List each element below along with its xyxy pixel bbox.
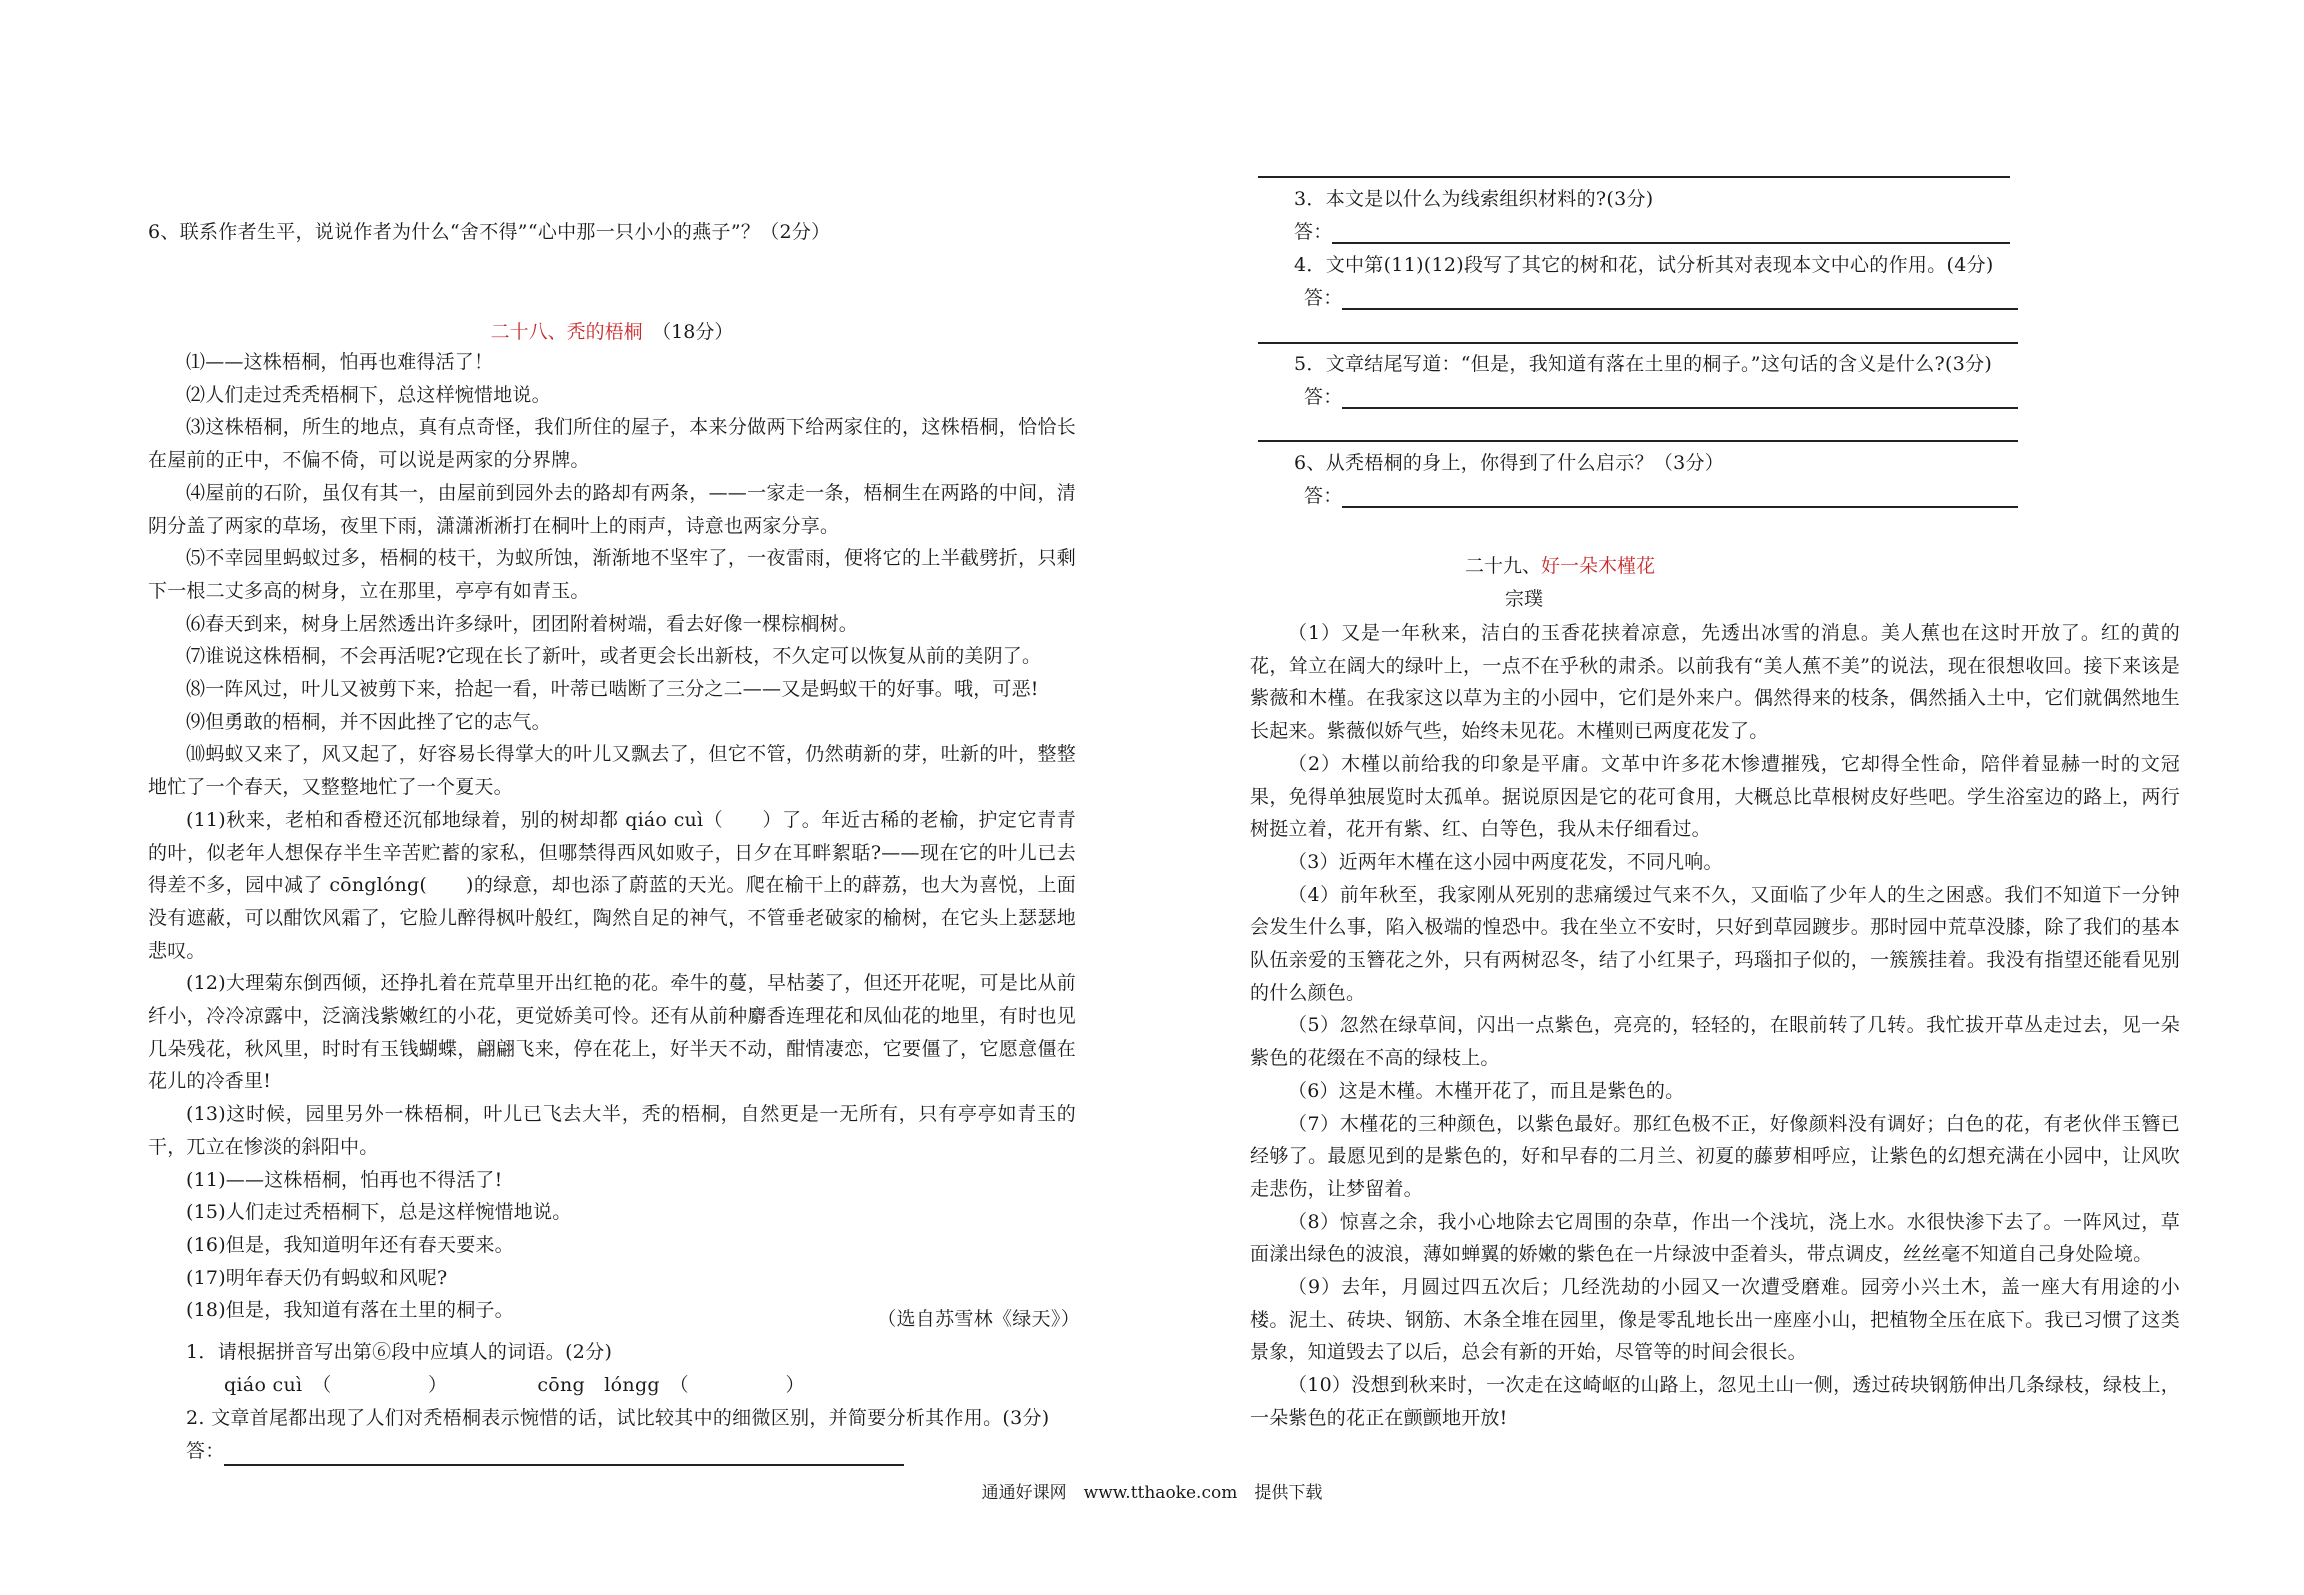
page-footer: 通通好课网 www.tthaoke.com 提供下载: [981, 1483, 1323, 1503]
paragraph: (18)但是，我知道有落在土里的桐子。: [186, 1299, 514, 1322]
question-1-blank-b[interactable]: cōng lóngg （ ）: [537, 1374, 805, 1396]
question-5: 5．文章结尾写道：“但是，我知道有落在土里的桐子。”这句话的含义是什么?(3分): [1294, 353, 1993, 375]
question-5-answer-line[interactable]: [1342, 407, 2018, 409]
paragraph: (13)这时候，园里另外一株梧桐，叶儿已飞去大半，秃的梧桐，自然更是一无所有，只有亭亭如青玉的干，兀立在惨淡的斜阳中。: [148, 1103, 1076, 1158]
paragraph: (15)人们走过秃梧桐下，总是这样惋惜地说。: [186, 1201, 572, 1224]
question-6: 6、从秃梧桐的身上，你得到了什么启示？（3分）: [1294, 452, 1725, 474]
paragraph: （2）木槿以前给我的印象是平庸。文革中许多花木惨遭摧残，它却得全性命，陪伴着显赫一时的文冠果，免得单独展览时太孤单。据说原因是它的花可食用，大概总比草根树皮好些吧。学生浴室边的路上，两行树挺立着，花开有紫、红、白等色，我从未仔细看过。: [1250, 752, 2180, 841]
question-5-answer-line-2[interactable]: [1258, 440, 2018, 442]
section-29-author: 宗璞: [1504, 588, 1543, 610]
section-28-heading: [148, 317, 1076, 344]
section-28-body: [148, 346, 1076, 1327]
paragraph: （4）前年秋至，我家刚从死别的悲痛缓过气来不久，又面临了少年人的生之困惑。我们不知道下一分钟会发生什么事，陷入极端的惶恐中。我在坐立不安时，只好到草园踱步。那时园中荒草没膝，除了我们的基本队伍亲爱的玉簪花之外，只有两树忍冬，结了小红果子，玛瑙扣子似的，一簇簇挂着。我没有指望还能看见别的什么颜色。: [1250, 883, 2180, 1004]
paragraph: （3）近两年木槿在这小园中两度花发，不同凡响。: [1288, 850, 1723, 873]
question-6-previous: 6、联系作者生平，说说作者为什么“舍不得”“心中那一只小小的燕子”？（2分）: [148, 221, 831, 243]
question-3-answer-line[interactable]: [1332, 242, 2010, 244]
question-6-answer-line[interactable]: [1342, 506, 2018, 508]
section-29-heading: [1250, 551, 1870, 578]
question-2: 2. 文章首尾都出现了人们对秃梧桐表示惋惜的话，试比较其中的细微区别，并简要分析其作用。(3分): [186, 1407, 1050, 1429]
paragraph: （5）忽然在绿草间，闪出一点紫色，亮亮的，轻轻的，在眼前转了几转。我忙拔开草丛走过去，见一朵紫色的花缀在不高的绿枝上。: [1250, 1014, 2180, 1070]
question-4-answer-label: 答：: [1304, 287, 1343, 309]
paragraph: ⑵人们走过秃秃梧桐下，总这样惋惜地说。: [186, 383, 551, 406]
paragraph: ⑸不幸园里蚂蚁过多，梧桐的枝干，为蚁所蚀，渐渐地不坚牢了，一夜雷雨，便将它的上半截劈折，只剩下一根二丈多高的树身，立在那里，亭亭有如青玉。: [148, 547, 1076, 602]
section-28-score: （18分）: [661, 321, 734, 343]
question-4: 4．文中第(11)(12)段写了其它的树和花，试分析其对表现本文中心的作用。(4分): [1294, 254, 1994, 276]
paragraph: (12)大理菊东倒西倾，还挣扎着在荒草里开出红艳的花。牵牛的蔓，早枯萎了，但还开花呢，可是比从前纤小，冷冷凉露中，泛滴浅紫嫩红的小花，更觉娇美可怜。还有从前种麝香连理花和凤仙花的地里，有时也见几朵残花，秋风里，时时有玉钱蝴蝶，翩翩飞来，停在花上，好半天不动，酣情凄恋，它要僵了，它愿意僵在花儿的冷香里!: [148, 972, 1076, 1093]
paragraph: （7）木槿花的三种颜色，以紫色最好。那红色极不正，好像颜料没有调好；白色的花，有老伙伴玉簪已经够了。最愿见到的是紫色的，好和早春的二月兰、初夏的藤萝相呼应，让紫色的幻想充满在小园中，让风吹走悲伤，让梦留着。: [1250, 1112, 2180, 1200]
question-6-answer-label: 答：: [1304, 485, 1343, 507]
paragraph: ⑷屋前的石阶，虽仅有其一，由屋前到园外去的路却有两条，——一家走一条，梧桐生在两路的中间，清阴分盖了两家的草场，夜里下雨，潇潇淅淅打在桐叶上的雨声，诗意也两家分享。: [148, 481, 1076, 537]
question-2-answer-label: 答：: [186, 1440, 225, 1462]
paragraph: ⑼但勇敢的梧桐，并不因此挫了它的志气。: [186, 710, 551, 733]
question-3: 3．本文是以什么为线索组织材料的?(3分): [1294, 188, 1654, 210]
section-29-title: 好一朵木槿花: [1541, 555, 1656, 577]
section-29-number: 二十九、: [1464, 555, 1541, 577]
paragraph: ⑹春天到来，树身上居然透出许多绿叶，团团附着树端，看去好像一棵棕榈树。: [186, 612, 859, 635]
section-28-number: 二十八、: [490, 321, 567, 343]
paragraph: ⑺谁说这株梧桐，不会再活呢?它现在长了新叶，或者更会长出新枝，不久定可以恢复从前的美阴了。: [186, 645, 1042, 668]
paragraph: (16)但是，我知道明年还有春天要来。: [186, 1233, 514, 1256]
paragraph: （1）又是一年秋来，洁白的玉香花挟着凉意，先透出冰雪的消息。美人蕉也在这时开放了。红的黄的花，耸立在阔大的绿叶上，一点不在乎秋的肃杀。以前我有“美人蕉不美”的说法，现在很想收回。接下来该是紫薇和木槿。在我家这以草为主的小园中，它们是外来户。偶然得来的枝条，偶然插入土中，它们就偶然地生长起来。紫薇似娇气些，始终未见花。木槿则已两度花发了。: [1250, 622, 2180, 743]
paragraph: ⑴——这株梧桐，怕再也难得活了！: [186, 351, 494, 373]
question-4-answer-line-2[interactable]: [1258, 342, 2018, 344]
source-citation: （选自苏雪林《绿天》）: [877, 1308, 1080, 1330]
paragraph: （10）没想到秋来时，一次走在这崎岖的山路上，忽见土山一侧，透过砖块钢筋伸出几条绿枝，绿枝上，一朵紫色的花正在颤颤地开放!: [1250, 1374, 2180, 1429]
question-1-blank-a[interactable]: qiáo cuì （ ）: [224, 1374, 448, 1396]
paragraph: （8）惊喜之余，我小心地除去它周围的杂草，作出一个浅坑，浇上水。水很快渗下去了。一阵风过，草面漾出绿色的波浪，薄如蝉翼的娇嫩的紫色在一片绿波中歪着头，带点调皮，丝丝毫不知道自己身处险境。: [1250, 1210, 2180, 1266]
paragraph: ⑶这株梧桐，所生的地点，真有点奇怪，我们所住的屋子，本来分做两下给两家住的，这株梧桐，恰恰长在屋前的正中，不偏不倚，可以说是两家的分界牌。: [148, 416, 1076, 472]
question-1-blanks: [148, 1369, 1076, 1402]
paragraph: (11)——这株梧桐，怕再也不得活了!: [186, 1168, 503, 1191]
paragraph: (11)秋来，老柏和香橙还沉郁地绿着，别的树却都 qiáo cuì（ ）了。年近古稀的老榆，护定它青青的叶，似老年人想保存半生辛苦贮蓄的家私，但哪禁得西风如败子，日夕在耳畔絮聒?——现在它的叶儿已去得差不多，园中减了 cōnglónɡ( )的绿意，却也添了蔚蓝的天光。爬在榆干上的薜荔，也大为喜悦，上面没有遮蔽，可以酣饮风霜了，它脸儿醉得枫叶般红，陶然自足的神气，不管垂老破家的榆树，在它头上瑟瑟地悲叹。: [148, 808, 1076, 962]
question-4-answer-line[interactable]: [1342, 308, 2018, 310]
paragraph: （9）去年，月圆过四五次后；几经洗劫的小园又一次遭受磨难。园旁小兴土木，盖一座大有用途的小楼。泥土、砖块、钢筋、木条全堆在园里，像是零乱地长出一座座小山，把植物全压在底下。我已习惯了这类景象，知道毁去了以后，总会有新的开始，尽管等的时间会很长。: [1250, 1276, 2180, 1364]
section-28-title: 秃的梧桐: [566, 321, 643, 343]
question-5-answer-label: 答：: [1304, 386, 1343, 408]
question-3-answer-label: 答：: [1294, 221, 1333, 243]
paragraph: ⑽蚂蚁又来了，风又起了，好容易长得掌大的叶儿又飘去了，但它不管，仍然萌新的芽，吐新的叶，整整地忙了一个春天，又整整地忙了一个夏天。: [148, 743, 1076, 799]
paragraph: (17)明年春天仍有蚂蚁和风呢?: [186, 1266, 448, 1289]
question-2-answer-line[interactable]: [224, 1464, 904, 1466]
question-1: 1．请根据拼音写出第⑥段中应填人的词语。(2分): [186, 1341, 613, 1363]
paragraph: （6）这是木槿。木槿开花了，而且是紫色的。: [1288, 1079, 1685, 1102]
section-29-body: [1250, 617, 2180, 1435]
answer-line-top[interactable]: [1258, 176, 2010, 178]
paragraph: ⑻一阵风过，叶儿又被剪下来，拾起一看，叶蒂已啮断了三分之二——又是蚂蚁干的好事。哦，可恶!: [186, 678, 1039, 701]
